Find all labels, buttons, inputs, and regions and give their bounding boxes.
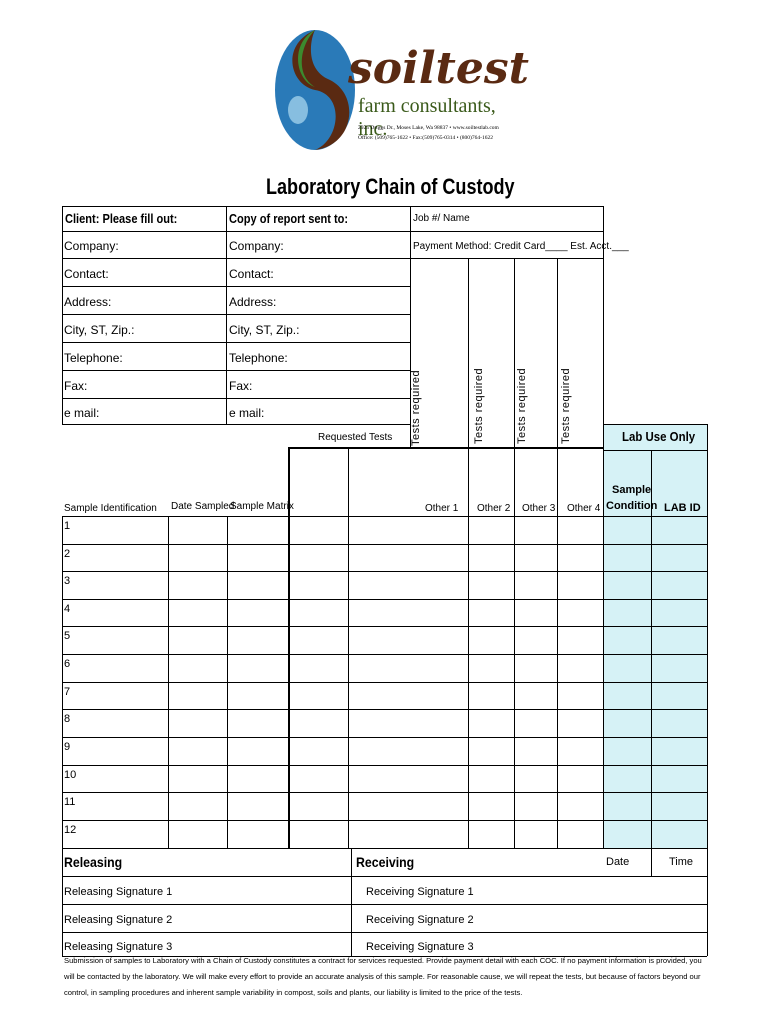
divider: [603, 450, 707, 451]
divider: [288, 447, 603, 449]
divider: [62, 424, 410, 425]
row-number-7: 7: [64, 686, 71, 698]
client-city-field[interactable]: City, ST, Zip.:: [64, 323, 135, 337]
divider: [62, 792, 707, 793]
divider: [651, 450, 652, 876]
disclaimer-text: Submission of samples to Laboratory with a Chain of Custody constitutes a contract for services requested. Provide payment detail with each COC. If no payment information is provided, you will be contacted by the laboratory. We will make every effort to provide an accurate analysis of this sample. For reasonable cause, we will repeat the tests, but because of factors beyond our control, in sampling procedures and inherent sample variability in compost, soils and plants, our liability is limited to the price of the tests.: [64, 956, 702, 997]
divider: [62, 709, 707, 710]
tests-required-2: Tests required: [473, 367, 485, 444]
divider: [62, 398, 410, 399]
client-header: Client: Please fill out:: [65, 211, 178, 226]
divider: [62, 571, 707, 572]
divider: [468, 258, 469, 848]
row-number-3: 3: [64, 575, 71, 587]
logo-subtitle: farm consultants, inc.: [358, 95, 496, 140]
divider: [62, 737, 707, 738]
company-logo: [270, 25, 529, 155]
divider: [62, 544, 707, 545]
divider: [62, 258, 603, 259]
divider: [62, 904, 707, 905]
divider: [603, 206, 604, 848]
col-other-1: Other 1: [425, 503, 459, 514]
report-city-field[interactable]: City, ST, Zip.:: [229, 323, 300, 337]
divider: [62, 848, 707, 849]
divider: [62, 932, 707, 933]
client-email-field[interactable]: e mail:: [64, 406, 100, 420]
time-label: Time: [669, 856, 694, 868]
client-fax-field[interactable]: Fax:: [64, 379, 88, 393]
lab-use-only-label: Lab Use Only: [622, 429, 696, 444]
divider: [62, 206, 63, 424]
row-number-10: 10: [64, 769, 77, 781]
divider: [62, 231, 603, 232]
col-other-4: Other 4: [567, 503, 601, 514]
divider: [62, 314, 410, 315]
divider: [62, 342, 410, 343]
tests-required-1: Tests required: [410, 369, 422, 446]
report-header: Copy of report sent to:: [229, 211, 349, 226]
receiving-signature-1[interactable]: Receiving Signature 1: [366, 886, 474, 898]
row-number-9: 9: [64, 741, 71, 753]
divider: [62, 370, 410, 371]
logo-address: 2925 Driggs Dr., Moses Lake, Wa 98837 • www.soiltestlab.com: [358, 125, 499, 131]
divider: [351, 848, 352, 956]
divider: [557, 258, 558, 848]
tests-required-3: Tests required: [516, 367, 528, 444]
releasing-header: Releasing: [64, 854, 123, 870]
divider: [348, 447, 349, 848]
report-fax-field[interactable]: Fax:: [229, 379, 253, 393]
divider: [603, 424, 707, 425]
col-sample-condition-line2: Condition: [606, 500, 658, 512]
divider: [62, 654, 707, 655]
divider: [707, 424, 708, 876]
col-other-3: Other 3: [522, 503, 556, 514]
col-sample-condition-line1: Sample: [612, 484, 652, 496]
client-telephone-field[interactable]: Telephone:: [64, 351, 123, 365]
releasing-signature-3[interactable]: Releasing Signature 3: [64, 941, 173, 953]
row-number-4: 4: [64, 603, 71, 615]
row-number-12: 12: [64, 824, 77, 836]
divider: [62, 286, 410, 287]
divider: [62, 206, 603, 207]
divider: [62, 876, 707, 877]
row-number-6: 6: [64, 658, 71, 670]
col-other-2: Other 2: [477, 503, 511, 514]
divider: [62, 626, 707, 627]
logo-swirl-icon: [270, 25, 360, 155]
payment-method-label: Payment Method: Credit Card____ Est. Acct.___: [413, 241, 629, 252]
divider: [62, 682, 707, 683]
divider: [62, 765, 707, 766]
receiving-header: Receiving: [356, 854, 415, 870]
divider: [514, 258, 515, 848]
report-contact-field[interactable]: Contact:: [229, 267, 274, 281]
logo-brand: soiltest: [348, 43, 529, 94]
page-title: Laboratory Chain of Custody: [266, 174, 515, 199]
divider: [707, 876, 708, 956]
row-number-8: 8: [64, 713, 71, 725]
col-sample-matrix: Sample Matrix: [230, 501, 294, 512]
col-sample-identification: Sample Identification: [64, 503, 157, 514]
report-email-field[interactable]: e mail:: [229, 406, 265, 420]
col-lab-id: LAB ID: [664, 502, 701, 514]
divider: [62, 848, 63, 956]
receiving-signature-3[interactable]: Receiving Signature 3: [366, 941, 474, 953]
divider: [226, 206, 227, 424]
releasing-signature-1[interactable]: Releasing Signature 1: [64, 886, 173, 898]
row-number-2: 2: [64, 548, 71, 560]
tests-required-4: Tests required: [560, 367, 572, 444]
date-label: Date: [606, 856, 630, 868]
receiving-signature-2[interactable]: Receiving Signature 2: [366, 914, 474, 926]
client-address-field[interactable]: Address:: [64, 295, 112, 309]
divider: [62, 820, 707, 821]
col-date-sampled: Date Sampled: [171, 501, 235, 512]
requested-tests-label: Requested Tests: [318, 432, 393, 443]
client-contact-field[interactable]: Contact:: [64, 267, 109, 281]
report-address-field[interactable]: Address:: [229, 295, 277, 309]
row-number-11: 11: [64, 796, 76, 808]
row-number-5: 5: [64, 630, 71, 642]
logo-phone: Office: (509)765-1622 • Fax:(509)765-0314 • (800)764-1622: [358, 135, 493, 141]
row-number-1: 1: [64, 520, 71, 532]
releasing-signature-2[interactable]: Releasing Signature 2: [64, 914, 173, 926]
client-company-field[interactable]: Company:: [64, 239, 119, 253]
divider: [62, 516, 707, 517]
divider: [62, 599, 707, 600]
report-company-field[interactable]: Company:: [229, 239, 284, 253]
job-name-label: Job #/ Name: [413, 213, 470, 224]
report-telephone-field[interactable]: Telephone:: [229, 351, 288, 365]
